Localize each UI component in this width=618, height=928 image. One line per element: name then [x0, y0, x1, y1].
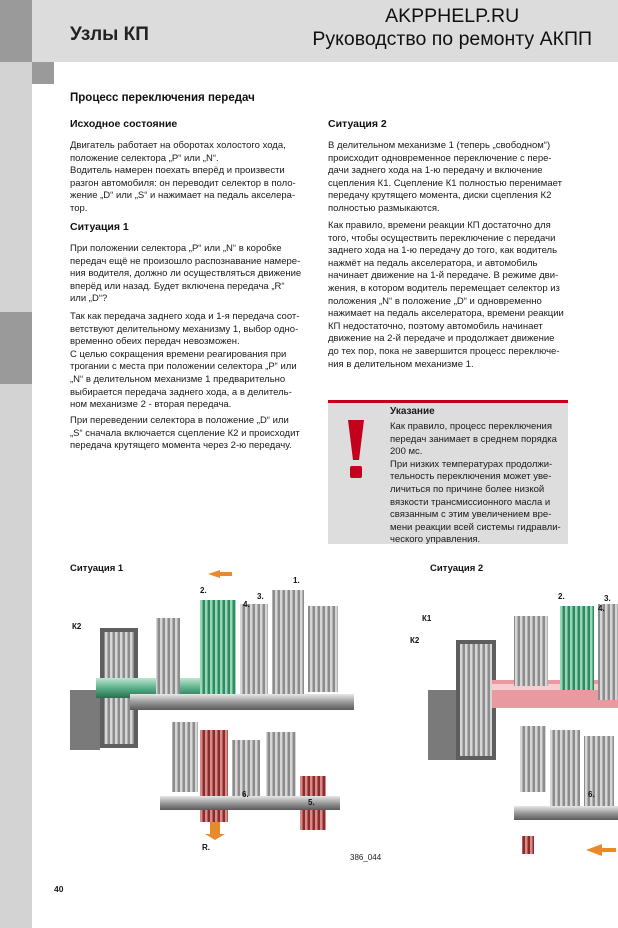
text-line: дачи заднего хода на 1-ю передачу и включение	[328, 165, 543, 177]
figure-1-label-1: 1.	[293, 576, 300, 585]
figure-1-label-6: 6.	[242, 790, 249, 799]
para-situation-1-b	[70, 311, 299, 412]
margin-tab-middle	[0, 312, 32, 384]
text-line: передач ещё не произошло распознавание намере-	[70, 255, 301, 267]
text-line: до тех пор, пока не завершится процесс переключе-	[328, 345, 560, 357]
para-initial-state	[70, 140, 296, 216]
text-line: При положении селектора „Р“ или „N“ в коробке	[70, 243, 282, 254]
text-line: мени реакции всей системы гидравли-	[390, 521, 561, 533]
para-situation-2-b	[328, 220, 564, 371]
text-line: КП недостаточно, поэтому автомобиль начинает	[328, 320, 543, 332]
text-line: ческого управления.	[390, 534, 481, 546]
text-line: При переведении селектора в положение „D“ или	[70, 415, 289, 426]
figure-2-label-6: 6.	[588, 790, 595, 799]
text-line: Как правило, времени реакции КП достаточно для	[328, 220, 551, 231]
text-line: происходит одновременное переключение с пере-	[328, 152, 552, 164]
text-line: передачу крутящего момента, диски сцепления К2	[328, 190, 552, 202]
text-line: нажимает на педаль акселератора, времени реакции	[328, 308, 564, 320]
text-line: передача крутящего момента через 2-ю передачу.	[70, 440, 292, 452]
note-title: Указание	[390, 406, 435, 417]
text-line: ния в делительном механизме 1.	[328, 358, 474, 370]
section-title: Узлы КП	[70, 24, 149, 45]
figure-2-caption: Ситуация 2	[430, 563, 484, 574]
text-line: того, чтобы осуществить переключение с передачи	[328, 232, 556, 244]
text-line: положения „N“ в положение „D“ и одновременно	[328, 295, 542, 307]
figure-1-label-k2: К2	[72, 622, 82, 631]
text-line: „S“ сначала включается сцепление К2 и происходит	[70, 427, 300, 439]
text-line: тельность переключения может уве-	[390, 471, 552, 483]
figure-2-label-k1: К1	[422, 614, 432, 623]
page-title: Процесс переключения передач	[70, 92, 255, 104]
left-margin-strip	[0, 0, 32, 928]
text-line: полностью размыкаются.	[328, 202, 440, 214]
text-line: ветствуют делительному механизму 1, выбор одно-	[70, 323, 299, 335]
text-line: В делительном механизме 1 (теперь „свободном“)	[328, 140, 551, 151]
text-line: вязкости трансмиссионного масла и	[390, 496, 551, 508]
heading-initial-state: Исходное состояние	[70, 118, 178, 130]
figure-1-label-5: 5.	[308, 798, 315, 807]
text-line: движение на 2-й передаче и продолжает движение	[328, 333, 555, 345]
brand-block	[312, 5, 592, 51]
figure-2-label-3: 3.	[604, 594, 611, 603]
para-situation-1-c	[70, 415, 300, 453]
note-box	[328, 400, 568, 544]
text-line: При низких температурах продолжи-	[390, 458, 553, 470]
corner-square	[32, 62, 54, 84]
note-accent-bar	[328, 400, 568, 403]
text-line: передач занимает в среднем порядка	[390, 433, 557, 445]
text-line: „N“ в делительном механизме 1 предварительно	[70, 373, 286, 385]
text-line: тор.	[70, 202, 88, 214]
text-line: вперёд или назад. Будет включена передача „R“	[70, 280, 285, 292]
figure-1-label-3: 3.	[257, 592, 264, 601]
figure-2-label-2: 2.	[558, 592, 565, 601]
note-text	[390, 421, 566, 547]
brand-site: AKPPHELP.RU	[385, 5, 520, 27]
text-line: начинает движение на 1-й передаче. В режиме дви-	[328, 270, 559, 282]
text-line: или „D“?	[70, 293, 108, 305]
text-line: ния водителя, должно ли осуществляться движение	[70, 268, 302, 280]
exclamation-icon	[336, 414, 376, 482]
text-line: разгон автомобиля: он переводит селектор в поло-	[70, 177, 296, 189]
text-line: Так как передача заднего хода и 1-я передача соот-	[70, 311, 300, 322]
text-line: временно обеих передач невозможен.	[70, 336, 240, 348]
heading-situation-1: Ситуация 1	[70, 221, 129, 233]
figure-1-label-2: 2.	[200, 586, 207, 595]
text-line: нажмёт на педаль акселератора, и автомобиль	[328, 257, 538, 269]
text-line: заднего хода на 1-ю передачу до того, как водитель	[328, 245, 558, 257]
text-line: жение „D“ или „S“ и нажимает на педаль акселера-	[70, 190, 296, 202]
para-situation-1-a	[70, 243, 301, 306]
margin-tab-top	[0, 0, 32, 62]
text-line: положение селектора „Р“ или „N“.	[70, 152, 219, 164]
text-line: жения, в котором водитель перемещает селектор из	[328, 282, 560, 294]
text-line: С целью сокращения времени реагирования при	[70, 348, 287, 360]
figure-2-label-k2: К2	[410, 636, 420, 645]
text-line: 200 мс.	[390, 446, 423, 458]
heading-situation-2: Ситуация 2	[328, 118, 387, 130]
text-line: трогании с места при положении селектора „Р“ или	[70, 361, 297, 373]
figure-1-label-4: 4.	[243, 600, 250, 609]
gearbox-illustration-situation-1	[60, 570, 360, 860]
text-line: Двигатель работает на оборотах холостого хода,	[70, 140, 286, 151]
para-situation-2-a	[328, 140, 562, 216]
figure-id: 386_044	[350, 853, 382, 862]
gearbox-illustration-situation-2	[410, 580, 618, 860]
text-line: Водитель намерен поехать вперёд и произвести	[70, 165, 285, 177]
text-line: ном механизме 2 - вторая передача.	[70, 399, 232, 411]
text-line: связанным с этим увеличением вре-	[390, 509, 552, 521]
page-number: 40	[54, 884, 64, 894]
text-line: сцепления К1. Сцепление К1 полностью перенимает	[328, 177, 562, 189]
figure-2-label-4: 4.	[598, 604, 605, 613]
text-line: личиться по причине более низкой	[390, 483, 545, 495]
text-line: выбирается передача заднего хода, а в делитель-	[70, 386, 292, 398]
figure-1-label-r: R.	[202, 843, 210, 852]
text-line: Как правило, процесс переключения	[390, 421, 553, 432]
brand-subtitle: Руководство по ремонту АКПП	[312, 28, 592, 50]
figure-1-caption: Ситуация 1	[70, 563, 124, 574]
